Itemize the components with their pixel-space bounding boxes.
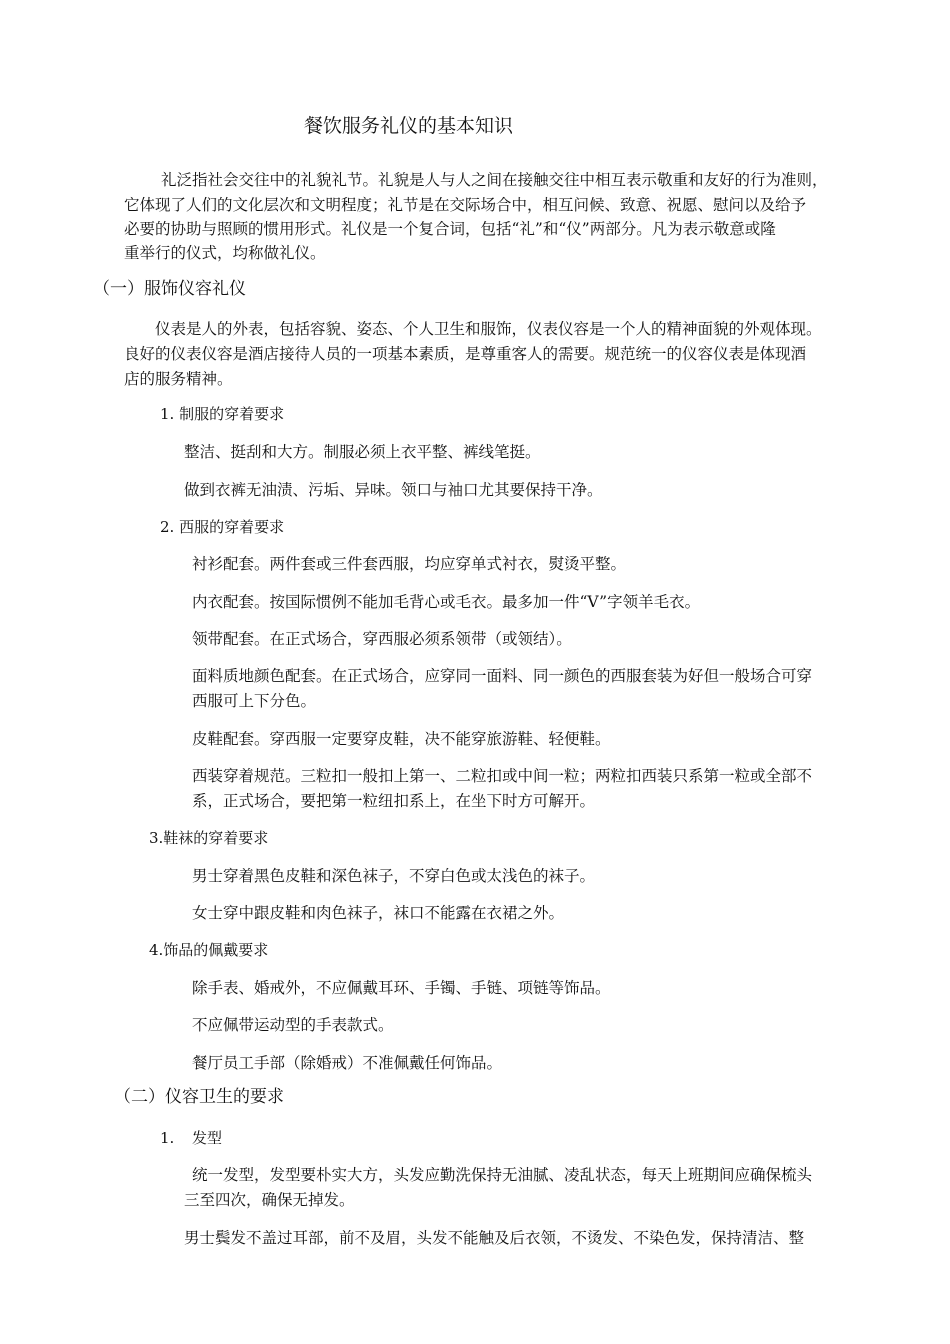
paragraph-line: 店的服务精神。 [124, 370, 233, 388]
item-heading: 1. 制服的穿着要求 [160, 405, 285, 423]
item-line: 统一发型，发型要朴实大方，头发应勤洗保持无油腻、凌乱状态，每天上班期间应确保梳头 [192, 1166, 813, 1184]
item-heading: 4.饰品的佩戴要求 [149, 941, 269, 959]
item-line: 衬衫配套。两件套或三件套西服，均应穿单式衬衣，熨烫平整。 [192, 555, 627, 573]
item-line: 除手表、婚戒外，不应佩戴耳环、手镯、手链、项链等饰品。 [192, 979, 611, 997]
intro-line: 它体现了人们的文化层次和文明程度；礼节是在交际场合中，相互问候、致意、祝愿、慰问以及给予 [124, 196, 807, 214]
item-line: 男士鬓发不盖过耳部，前不及眉，头发不能触及后衣领，不烫发、不染色发，保持清洁、整 [184, 1229, 805, 1247]
paragraph-line: 良好的仪表仪容是酒店接待人员的一项基本素质，是尊重客人的需要。规范统一的仪容仪表是体现酒 [124, 345, 807, 363]
item-heading: 发型 [192, 1129, 223, 1147]
item-line: 领带配套。在正式场合，穿西服必须系领带（或领结）。 [192, 630, 572, 648]
intro-line: 重举行的仪式，均称做礼仪。 [124, 244, 326, 262]
item-line: 西装穿着规范。三粒扣一般扣上第一、二粒扣或中间一粒；两粒扣西装只系第一粒或全部不 [192, 767, 813, 785]
item-line: 面料质地颜色配套。在正式场合，应穿同一面料、同一颜色的西服套装为好但一般场合可穿 [192, 667, 813, 685]
intro-line: 礼泛指社会交往中的礼貌礼节。礼貌是人与人之间在接触交往中相互表示敬重和友好的行为准则， [161, 171, 828, 189]
item-line: 三至四次，确保无掉发。 [184, 1191, 355, 1209]
section-heading: （一）服饰仪容礼仪 [93, 279, 246, 299]
intro-line: 必要的协助与照顾的惯用形式。礼仪是一个复合词，包括“礼”和“仪”两部分。凡为表示敬意或隆 [124, 220, 776, 238]
item-line: 做到衣裤无油渍、污垢、异味。领口与袖口尤其要保持干净。 [184, 481, 603, 499]
item-line: 女士穿中跟皮鞋和肉色袜子，袜口不能露在衣裙之外。 [192, 904, 565, 922]
page-title: 餐饮服务礼仪的基本知识 [304, 115, 514, 137]
item-line: 男士穿着黑色皮鞋和深色袜子，不穿白色或太浅色的袜子。 [192, 867, 596, 885]
section-heading: （二）仪容卫生的要求 [114, 1087, 284, 1107]
item-line: 皮鞋配套。穿西服一定要穿皮鞋，决不能穿旅游鞋、轻便鞋。 [192, 730, 611, 748]
item-heading: 3.鞋袜的穿着要求 [149, 829, 269, 847]
item-line: 系，正式场合，要把第一粒纽扣系上，在坐下时方可解开。 [192, 792, 596, 810]
item-line: 整洁、挺刮和大方。制服必须上衣平整、裤线笔挺。 [184, 443, 541, 461]
item-heading: 2. 西服的穿着要求 [160, 518, 285, 536]
item-line: 内衣配套。按国际惯例不能加毛背心或毛衣。最多加一件“V”字领羊毛衣。 [192, 593, 701, 611]
item-line: 餐厅员工手部（除婚戒）不准佩戴任何饰品。 [192, 1054, 503, 1072]
paragraph-line: 仪表是人的外表，包括容貌、姿态、个人卫生和服饰，仪表仪容是一个人的精神面貌的外观体现。 [155, 320, 822, 338]
item-line: 不应佩带运动型的手表款式。 [192, 1016, 394, 1034]
item-line: 西服可上下分色。 [192, 692, 317, 710]
item-number: 1. [160, 1129, 175, 1147]
